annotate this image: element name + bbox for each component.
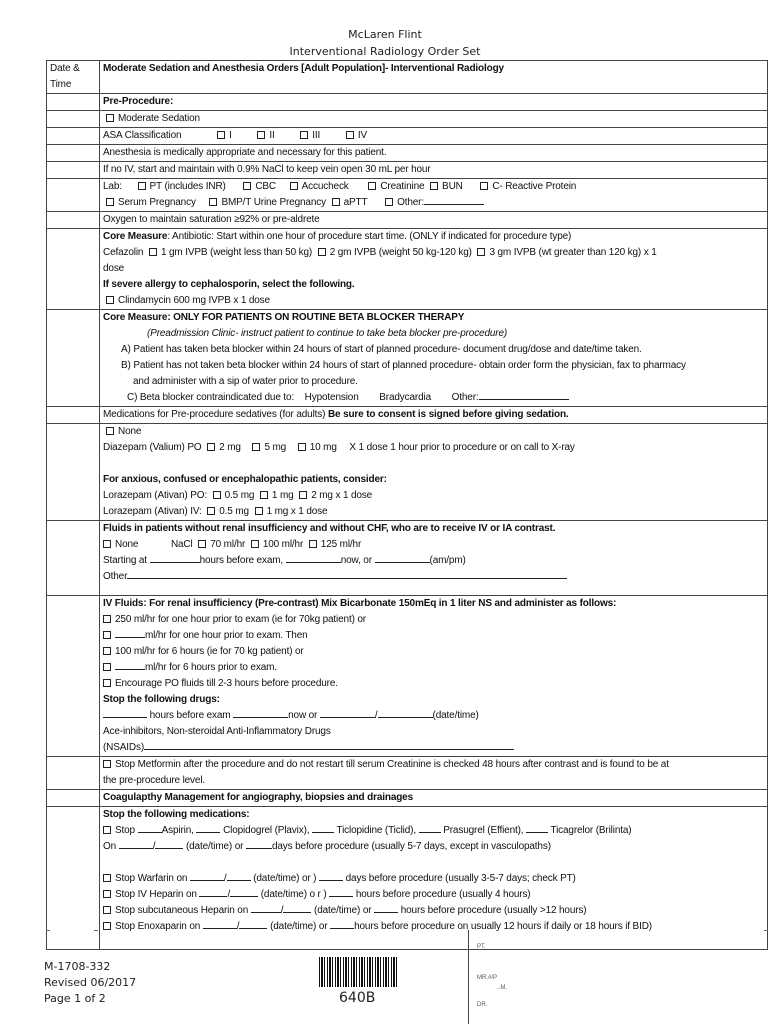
- form-number: M-1708-332: [44, 960, 111, 973]
- form-title: Interventional Radiology Order Set: [289, 45, 481, 58]
- lab-bun: BUN: [442, 181, 463, 192]
- asa-2: II: [269, 130, 275, 141]
- lor-po-05: 0.5 mg: [224, 490, 255, 501]
- patient-label-area: [468, 930, 770, 1024]
- iv-now: now or: [288, 710, 318, 721]
- checkbox[interactable]: [217, 131, 225, 139]
- beta-hypo: Hypotension: [304, 392, 359, 403]
- stop-drugs-label: Stop the following drugs:: [103, 694, 220, 705]
- date-field[interactable]: [203, 919, 237, 929]
- table-row: [47, 424, 768, 521]
- time-field[interactable]: [155, 839, 183, 849]
- checkbox[interactable]: [260, 491, 268, 499]
- dose-text: dose: [103, 263, 125, 274]
- checkbox[interactable]: [207, 507, 215, 515]
- checkbox[interactable]: [385, 198, 393, 206]
- sed-none: None: [118, 426, 142, 437]
- diaz-10: 10 mg: [309, 442, 337, 453]
- checkbox[interactable]: [252, 443, 260, 451]
- fluids-none: None: [115, 539, 139, 550]
- hours-field[interactable]: [103, 708, 147, 718]
- stop-meds-label: Stop the following medications:: [103, 809, 250, 820]
- dr-label: DR.: [477, 1002, 488, 1008]
- checkbox[interactable]: [430, 182, 438, 190]
- core-measure-text: : Antibiotic: Start within one hour of procedure start time. (ONLY if indicated for procedure type): [167, 231, 572, 242]
- now-field[interactable]: [233, 708, 288, 718]
- consent-text: Be sure to consent is signed before giving sedation.: [327, 409, 569, 420]
- hours-field[interactable]: [329, 887, 353, 897]
- sedatives-label: Medications for Pre-procedure sedatives (for adults): [103, 409, 326, 420]
- lab-bmp: BMP/T Urine Pregnancy: [221, 197, 326, 208]
- org-name: McLaren Flint: [348, 28, 422, 41]
- anesthesia-text: Anesthesia is medically appropriate and necessary for this patient.: [100, 145, 768, 162]
- rate-field[interactable]: [115, 628, 145, 638]
- table-row: [47, 145, 768, 162]
- checkbox[interactable]: [255, 507, 263, 515]
- date-time-header: Date & Time: [47, 61, 100, 94]
- subq-hours: hours before procedure (usually >12 hours): [400, 905, 587, 916]
- stop-word: Stop: [115, 825, 135, 836]
- checkbox[interactable]: [106, 296, 114, 304]
- lab-other: Other:: [397, 197, 424, 208]
- date-field[interactable]: [251, 903, 281, 913]
- fluids-hrs: hours before exam,: [199, 555, 284, 566]
- fluids-70: 70 ml/hr: [210, 539, 246, 550]
- now-field[interactable]: [286, 553, 341, 563]
- clopidogrel: Clopidogrel (Plavix),: [223, 825, 310, 836]
- checkbox[interactable]: [480, 182, 488, 190]
- fluids-other: Other: [103, 571, 128, 582]
- revised-date: Revised 06/2017: [44, 976, 137, 989]
- table-row: [47, 128, 768, 145]
- hep-or: (date/time) o r ): [260, 889, 327, 900]
- beta-instr: (Preadmission Clinic- instruct patient to continue to take beta blocker pre-procedure): [147, 328, 508, 339]
- hours-field[interactable]: [374, 903, 398, 913]
- aspirin-field[interactable]: [138, 823, 162, 833]
- lab-crp: C- Reactive Protein: [492, 181, 577, 192]
- table-row: [47, 407, 768, 424]
- asa-4: IV: [357, 130, 367, 141]
- pras-field[interactable]: [419, 823, 441, 833]
- enox-or: (date/time) or: [270, 921, 328, 932]
- lor-po-2: 2 mg x 1 dose: [311, 490, 373, 501]
- lor-iv-1: 1 mg x 1 dose: [266, 506, 328, 517]
- diaz-5: 5 mg: [264, 442, 287, 453]
- checkbox[interactable]: [309, 540, 317, 548]
- table-row: [47, 179, 768, 212]
- asa-label: ASA Classification: [103, 130, 182, 141]
- table-row: [47, 162, 768, 179]
- fluids-now: now, or: [340, 555, 372, 566]
- cef-2gm: 2 gm IVPB (weight 50 kg-120 kg): [329, 247, 472, 258]
- beta-blocker-label: Core Measure: ONLY FOR PATIENTS ON ROUTINE BETA BLOCKER THERAPY: [103, 312, 465, 323]
- checkbox[interactable]: [103, 760, 111, 768]
- checkbox[interactable]: [346, 131, 354, 139]
- fluids-100: 100 ml/hr: [262, 539, 304, 550]
- checkbox[interactable]: [251, 540, 259, 548]
- checkbox[interactable]: [213, 491, 221, 499]
- m-label: ..M.: [497, 985, 507, 991]
- cef-1gm: 1 gm IVPB (weight less than 50 kg): [160, 247, 313, 258]
- anxious-label: For anxious, confused or encephalopathic patients, consider:: [103, 474, 387, 485]
- beta-brady: Bradycardia: [379, 392, 431, 403]
- checkbox[interactable]: [257, 131, 265, 139]
- pre-procedure-label: Pre-Procedure:: [100, 94, 768, 111]
- table-row: [47, 212, 768, 229]
- checkbox[interactable]: [103, 679, 111, 687]
- time-field[interactable]: [283, 903, 311, 913]
- beta-other: Other:: [451, 392, 479, 403]
- checkbox[interactable]: [103, 540, 111, 548]
- metformin-text2: the pre-procedure level.: [103, 775, 206, 786]
- other-field[interactable]: [424, 195, 484, 205]
- cefazolin-label: Cefazolin: [103, 247, 144, 258]
- table-row: [47, 757, 768, 790]
- lorazepam-po: Lorazepam (Ativan) PO:: [103, 490, 207, 501]
- checkbox[interactable]: [106, 198, 114, 206]
- oxygen-text: Oxygen to maintain saturation ≥92% or pre-aldrete: [100, 212, 768, 229]
- fluids-nacl: NaCl: [170, 539, 193, 550]
- checkbox[interactable]: [198, 540, 206, 548]
- prasugrel: Prasugrel (Effient),: [443, 825, 524, 836]
- asa-1: I: [229, 130, 232, 141]
- starting-at: Starting at: [103, 555, 147, 566]
- fluids-ampm: (am/pm): [429, 555, 466, 566]
- checkbox[interactable]: [103, 631, 111, 639]
- checkbox[interactable]: [243, 182, 251, 190]
- checkbox[interactable]: [106, 114, 114, 122]
- checkbox[interactable]: [149, 248, 157, 256]
- beta-c: C) Beta blocker contraindicated due to:: [127, 392, 295, 403]
- aspirin: Aspirin,: [161, 825, 194, 836]
- table-row: [47, 521, 768, 596]
- fluids-label: Fluids in patients without renal insufficiency and without CHF, who are to receive IV or IA contrast.: [103, 523, 556, 534]
- checkbox[interactable]: [103, 874, 111, 882]
- other-field[interactable]: [479, 390, 569, 400]
- coag-days: days before procedure (usually 5-7 days, except in vasculopaths): [271, 841, 551, 852]
- iv-opt3: 100 ml/hr for 6 hours (ie for 70 kg patient) or: [115, 646, 304, 657]
- allergy-text: If severe allergy to cephalosporin, select the following.: [103, 279, 355, 290]
- barcode-icon: [319, 957, 399, 987]
- checkbox[interactable]: [290, 182, 298, 190]
- section-heading: Moderate Sedation and Anesthesia Orders [Adult Population]- Interventional Radiology: [100, 61, 768, 94]
- lab-label: Lab:: [103, 181, 122, 192]
- time-field[interactable]: [230, 887, 258, 897]
- hours-field[interactable]: [330, 919, 354, 929]
- date-field[interactable]: [199, 887, 227, 897]
- checkbox[interactable]: [332, 198, 340, 206]
- date-field[interactable]: [119, 839, 153, 849]
- checkbox[interactable]: [103, 890, 111, 898]
- ace-text: Ace-inhibitors, Non-steroidal Anti-Inflammatory Drugs: [103, 726, 331, 737]
- form-code: 640B: [339, 990, 376, 1006]
- beta-a: A) Patient has taken beta blocker within 24 hours of start of planned procedure- document drug/dose and date/time taken.: [121, 344, 642, 355]
- lab-aptt: aPTT: [343, 197, 368, 208]
- time-field[interactable]: [227, 871, 251, 881]
- ampm-field[interactable]: [375, 553, 430, 563]
- ticlo-field[interactable]: [312, 823, 334, 833]
- beta-b2: and administer with a sip of water prior to procedure.: [133, 376, 358, 387]
- lor-po-1: 1 mg: [271, 490, 294, 501]
- lorazepam-iv: Lorazepam (Ativan) IV:: [103, 506, 202, 517]
- table-row: IV Fluids: For renal insufficiency (Pre-contrast) Mix Bicarbonate 150mEq in 1 liter NS and administer as follows: 250 ml/hr for one hour prior to exam (ie for 70kg patient) or ml/hr for one hour prior to exam. Then 100 ml/hr for 6 hours (ie for 70 kg patient) or ml/hr for 6 hours prior to exam. Encourage PO fluids till 2-3 hours before procedure. Stop the following drugs: hours before exam now or / (date/time) Ace-inhibitors, Non-steroidal Anti-Inflammatory Drugs (NSAIDs): [47, 596, 768, 757]
- checkbox[interactable]: [298, 443, 306, 451]
- checkbox[interactable]: [103, 647, 111, 655]
- enoxaparin: Stop Enoxaparin on: [115, 921, 201, 932]
- table-row: [47, 229, 768, 310]
- iv-hrs: hours before exam: [149, 710, 231, 721]
- nsaids-field[interactable]: [144, 740, 514, 750]
- table-row: Stop the following medications: Stop Aspirin, Clopidogrel (Plavix), Ticlopidine (Ticlid), Prasugrel (Effient), Ticagrelor (Brilinta) On / (date/time) or days before procedure (usually 5-7 days, except in vasculopaths) Stop Warfarin on / (date/time) or ) days before procedure (usually 3-5-7 days; check PT) Stop IV Heparin on / (date/time) o r ) hours before procedure (usually 4 hours) Stop subcutaneous Heparin on / (date/time) or hours before procedure (usually >12 hours) Stop Enoxaparin on / (date/time) or hours before procedure on usually 12 hours if daily or 18 hours if BID): [47, 807, 768, 950]
- checkbox[interactable]: [299, 491, 307, 499]
- subq-heparin: Stop subcutaneous Heparin on: [115, 905, 249, 916]
- checkbox[interactable]: [103, 922, 111, 930]
- iv-dt: (date/time): [432, 710, 479, 721]
- diaz-dose: X 1 dose 1 hour prior to procedure or on call to X-ray: [349, 442, 575, 453]
- time-field[interactable]: [239, 919, 267, 929]
- table-row: [47, 94, 768, 111]
- checkbox[interactable]: [477, 248, 485, 256]
- warf-or: (date/time) or ): [253, 873, 317, 884]
- table-row: [47, 61, 768, 94]
- metformin-text: Stop Metformin after the procedure and do not restart till serum Creatinine is checked 48 hours after contrast and is found to be at: [115, 759, 669, 770]
- checkbox[interactable]: [106, 427, 114, 435]
- other-field[interactable]: [127, 569, 567, 579]
- coag-dt: (date/time) or: [185, 841, 244, 852]
- pt-label: PT.: [477, 944, 486, 950]
- nsaids-text: (NSAIDs): [103, 742, 145, 753]
- lab-accucheck: Accucheck: [301, 181, 349, 192]
- core-measure-label: Core Measure: [103, 231, 168, 242]
- checkbox[interactable]: [318, 248, 326, 256]
- hours-field[interactable]: [150, 553, 200, 563]
- warfarin: Stop Warfarin on: [115, 873, 188, 884]
- cef-3gm: 3 gm IVPB (wt greater than 120 kg) x 1: [489, 247, 657, 258]
- days-field[interactable]: [319, 871, 343, 881]
- fluids-125: 125 ml/hr: [320, 539, 362, 550]
- lor-iv-05: 0.5 mg: [219, 506, 249, 517]
- enox-hours: hours before procedure on usually 12 hours if daily or 18 hours if BID): [354, 921, 652, 932]
- iv-opt5: Encourage PO fluids till 2-3 hours before procedure.: [115, 678, 338, 689]
- checkbox[interactable]: [103, 615, 111, 623]
- checkbox[interactable]: [207, 443, 215, 451]
- clop-field[interactable]: [196, 823, 220, 833]
- lab-creatinine: Creatinine: [380, 181, 425, 192]
- iv-opt1: 250 ml/hr for one hour prior to exam (ie for 70kg patient) or: [115, 614, 366, 625]
- no-iv-text: If no IV, start and maintain with 0.9% NaCl to keep vein open 30 mL per hour: [100, 162, 768, 179]
- on-word: On: [103, 841, 117, 852]
- page-number: Page 1 of 2: [44, 992, 106, 1005]
- table-row: [47, 111, 768, 128]
- lab-cbc: CBC: [255, 181, 277, 192]
- iv-opt2: ml/hr for one hour prior to exam. Then: [145, 630, 308, 641]
- checkbox[interactable]: [209, 198, 217, 206]
- warf-days: days before procedure (usually 3-5-7 days; check PT): [345, 873, 576, 884]
- lab-pt: PT (includes INR): [149, 181, 226, 192]
- checkbox[interactable]: [368, 182, 376, 190]
- checkbox[interactable]: [103, 663, 111, 671]
- diazepam-label: Diazepam (Valium) PO: [103, 442, 202, 453]
- tica-field[interactable]: [526, 823, 548, 833]
- checkbox[interactable]: [138, 182, 146, 190]
- lab-serum: Serum Pregnancy: [118, 197, 196, 208]
- iv-heparin: Stop IV Heparin on: [115, 889, 197, 900]
- checkbox[interactable]: [103, 826, 111, 834]
- ivfluids-label: IV Fluids: For renal insufficiency (Pre-contrast) Mix Bicarbonate 150mEq in 1 liter NS and administer as follows:: [103, 598, 617, 609]
- asa-3: III: [312, 130, 321, 141]
- checkbox[interactable]: [103, 906, 111, 914]
- diaz-2: 2 mg: [219, 442, 241, 453]
- beta-b: B) Patient has not taken beta blocker within 24 hours of start of planned procedure- obtain order form the physician, fax to pharmacy: [121, 360, 686, 371]
- table-row: [47, 310, 768, 407]
- time-field[interactable]: [378, 708, 433, 718]
- rate-field[interactable]: [115, 660, 145, 670]
- moderate-sedation: Moderate Sedation: [118, 113, 200, 124]
- iv-opt4: ml/hr for 6 hours prior to exam.: [145, 662, 277, 673]
- table-row: [47, 790, 768, 807]
- order-table: [46, 60, 768, 950]
- coag-label: Coagulapthy Management for angiography, biopsies and drainages: [100, 790, 768, 807]
- subq-or: (date/time) or: [314, 905, 372, 916]
- ticagrelor: Ticagrelor (Brilinta): [550, 825, 632, 836]
- date-field[interactable]: [320, 708, 375, 718]
- hep-hours: hours before procedure (usually 4 hours): [355, 889, 531, 900]
- clindamycin: Clindamycin 600 mg IVPB x 1 dose: [118, 295, 270, 306]
- mr-label: MR.#/P: [477, 975, 498, 981]
- date-field[interactable]: [190, 871, 224, 881]
- days-field[interactable]: [246, 839, 272, 849]
- checkbox[interactable]: [300, 131, 308, 139]
- ticlopidine: Ticlopidine (Ticlid),: [336, 825, 416, 836]
